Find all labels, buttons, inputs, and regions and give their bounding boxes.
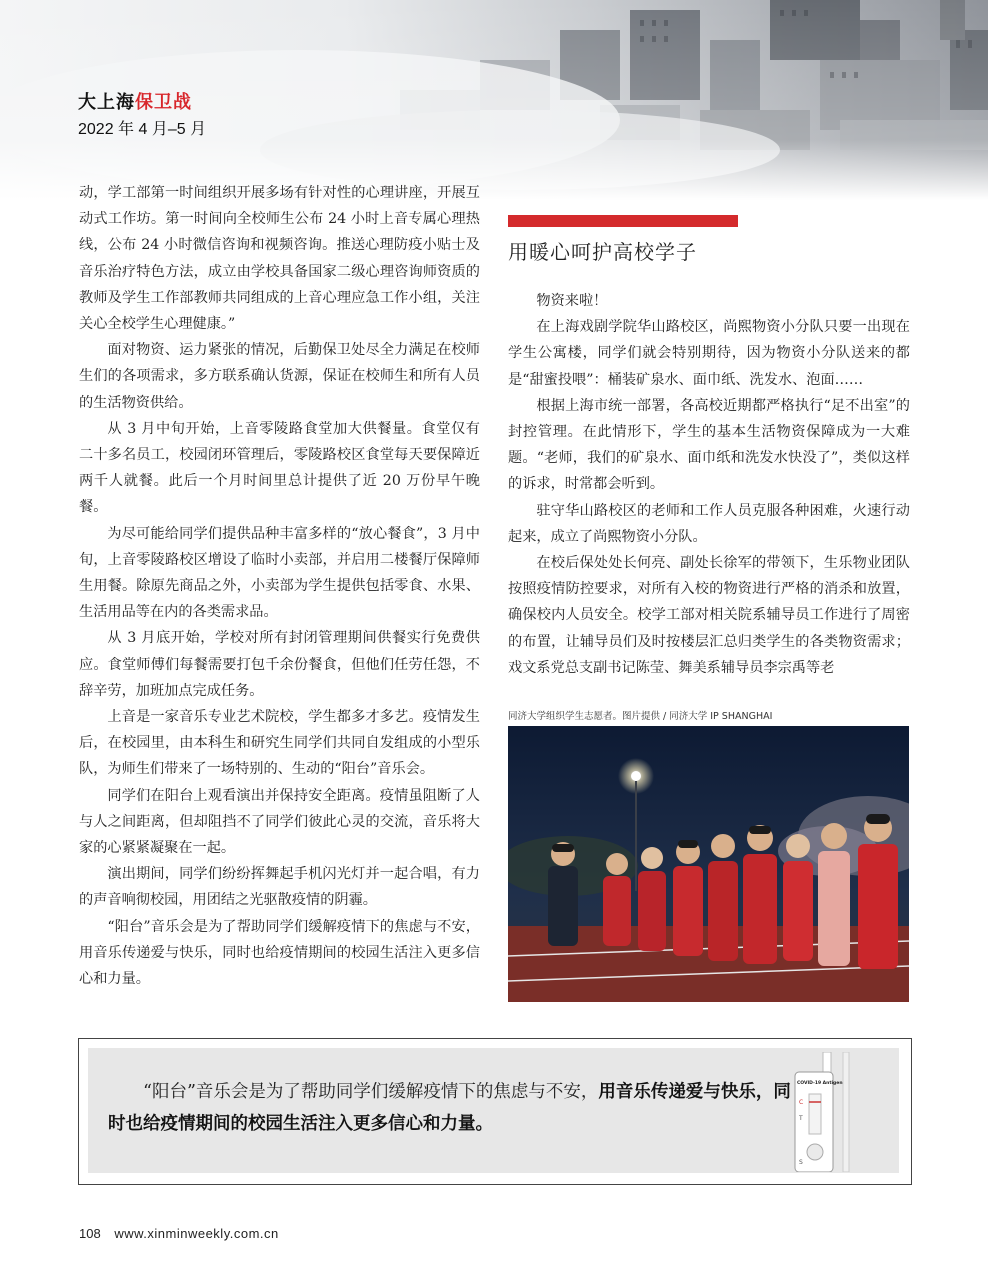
pull-quote-background: [88, 1048, 899, 1173]
paragraph: 动，学工部第一时间组织开展多场有针对性的心理讲座，开展互动式工作坊。第一时间向全校师生公布 24 小时上音专属心理热线，公布 24 小时微信咨询和视频咨询。推送心理防疫小贴士及音乐治疗特色方法，成立由学校具备国家二级心理咨询师资质的教师及学生工作部教师共同组成的上音心理应急工作小组，关注关心全校学生心理健康。”: [79, 185, 480, 333]
page-footer: [79, 1226, 279, 1241]
photo-caption: 同济大学组织学生志愿者。图片提供 / 同济大学 IP SHANGHAI: [508, 711, 773, 722]
paragraph: 同学们在阳台上观看演出并保持安全距离。疫情虽阻断了人与人之间距离，但却阻挡不了同学们彼此心灵的交流，音乐将大家的心紧紧凝聚在一起。: [79, 787, 480, 857]
paragraph: 根据上海市统一部署，各高校近期都严格执行“足不出室”的封控管理。在此情形下，学生的基本生活物资保障成为一大难题。“老师，我们的矿泉水、面巾纸和洗发水快没了”，类似这样的诉求，时常都会听到。: [508, 397, 910, 493]
magazine-column-header: [78, 88, 206, 139]
paragraph: 面对物资、运力紧张的情况，后勤保卫处尽全力满足在校师生们的各项需求，多方联系确认货源，保证在校师生和所有人员的生活物资供给。: [79, 342, 480, 411]
paragraph: 在校后保处处长何亮、副处长徐军的带领下，生乐物业团队按照疫情防控要求，对所有入校的物资进行严格的消杀和放置，确保校内人员安全。校学工部对相关院系辅导员工作进行了周密的布置，让辅导员们及时按楼层汇总归类学生的各类物资需求；戏文系党总支副书记陈莹、舞美系辅导员李宗禹等老: [508, 555, 910, 676]
paragraph: 从 3 月底开始，学校对所有封闭管理期间供餐实行免费供应。食堂师傅们每餐需要打包千余份餐食，但他们任劳任怨，不辞辛劳，加班加点完成任务。: [79, 630, 480, 699]
volunteers-photo: [508, 726, 909, 1002]
column-title-prefix: 大上海: [78, 92, 135, 113]
paragraph: 演出期间，同学们纷纷挥舞起手机闪光灯并一起合唱，有力的声音响彻校园，用团结之光驱散疫情的阴霾。: [79, 866, 480, 909]
pull-quote-normal: “阳台”音乐会是为了帮助同学们缓解疫情下的焦虑与不安，: [143, 1082, 599, 1102]
section-accent-bar: [508, 215, 738, 227]
paragraph: 从 3 月中旬开始，上音零陵路食堂加大供餐量。食堂仅有二十多名员工，校园闭环管理后，零陵路校区食堂每天要保障近两千人就餐。此后一个月时间里总计提供了近 20 万份早午晚餐。: [79, 420, 480, 516]
left-text-column: [79, 180, 480, 992]
pull-quote-bold: 用音乐传递爱与快乐，同时也给疫情期间的校园生活注入更多信心和力量。: [108, 1082, 791, 1134]
section-title: 用暖心呵护高校学子: [508, 240, 697, 264]
paragraph: 在上海戏剧学院华山路校区，尚熙物资小分队只要一出现在学生公寓楼，同学们就会特别期待，因为物资小分队送来的都是“甜蜜投喂”：桶装矿泉水、面巾纸、洗发水、泡面……: [508, 319, 910, 388]
kit-s-mark: S: [799, 1159, 803, 1166]
pull-quote-box: [78, 1038, 912, 1185]
paragraph: 上音是一家音乐专业艺术院校，学生都多才多艺。疫情发生后，在校园里，由本科生和研究生同学们共同自发组成的小型乐队，为师生们带来了一场特别的、生动的“阳台”音乐会。: [79, 709, 480, 778]
column-date: 2022 年 4 月–5 月: [78, 121, 207, 138]
page-number: 108: [79, 1226, 101, 1241]
column-title: [78, 88, 206, 114]
website-url: www.xinminweekly.com.cn: [114, 1226, 279, 1241]
column-title-highlight: 保卫战: [135, 92, 192, 113]
paragraph: 为尽可能给同学们提供品种丰富多样的“放心餐食”，3 月中旬，上音零陵路校区增设了临时小卖部，并启用二楼餐厅保障师生用餐。除原先商品之外，小卖部为学生提供包括零食、水果、生活用品等在内的各类需求品。: [79, 525, 480, 621]
right-text-column: [508, 288, 910, 681]
antigen-test-kit-image: [783, 1052, 883, 1172]
paragraph: 物资来啦！: [536, 293, 608, 309]
kit-c-mark: C: [799, 1099, 804, 1106]
kit-label: COVID-19 Antigen: [797, 1081, 843, 1086]
paragraph: 驻守华山路校区的老师和工作人员克服各种困难，火速行动起来，成立了尚熙物资小分队。: [508, 502, 910, 545]
pull-quote-text: [108, 1076, 798, 1140]
paragraph: “阳台”音乐会是为了帮助同学们缓解疫情下的焦虑与不安，用音乐传递爱与快乐，同时也给疫情期间的校园生活注入更多信心和力量。: [79, 918, 480, 988]
kit-t-mark: T: [799, 1115, 803, 1122]
